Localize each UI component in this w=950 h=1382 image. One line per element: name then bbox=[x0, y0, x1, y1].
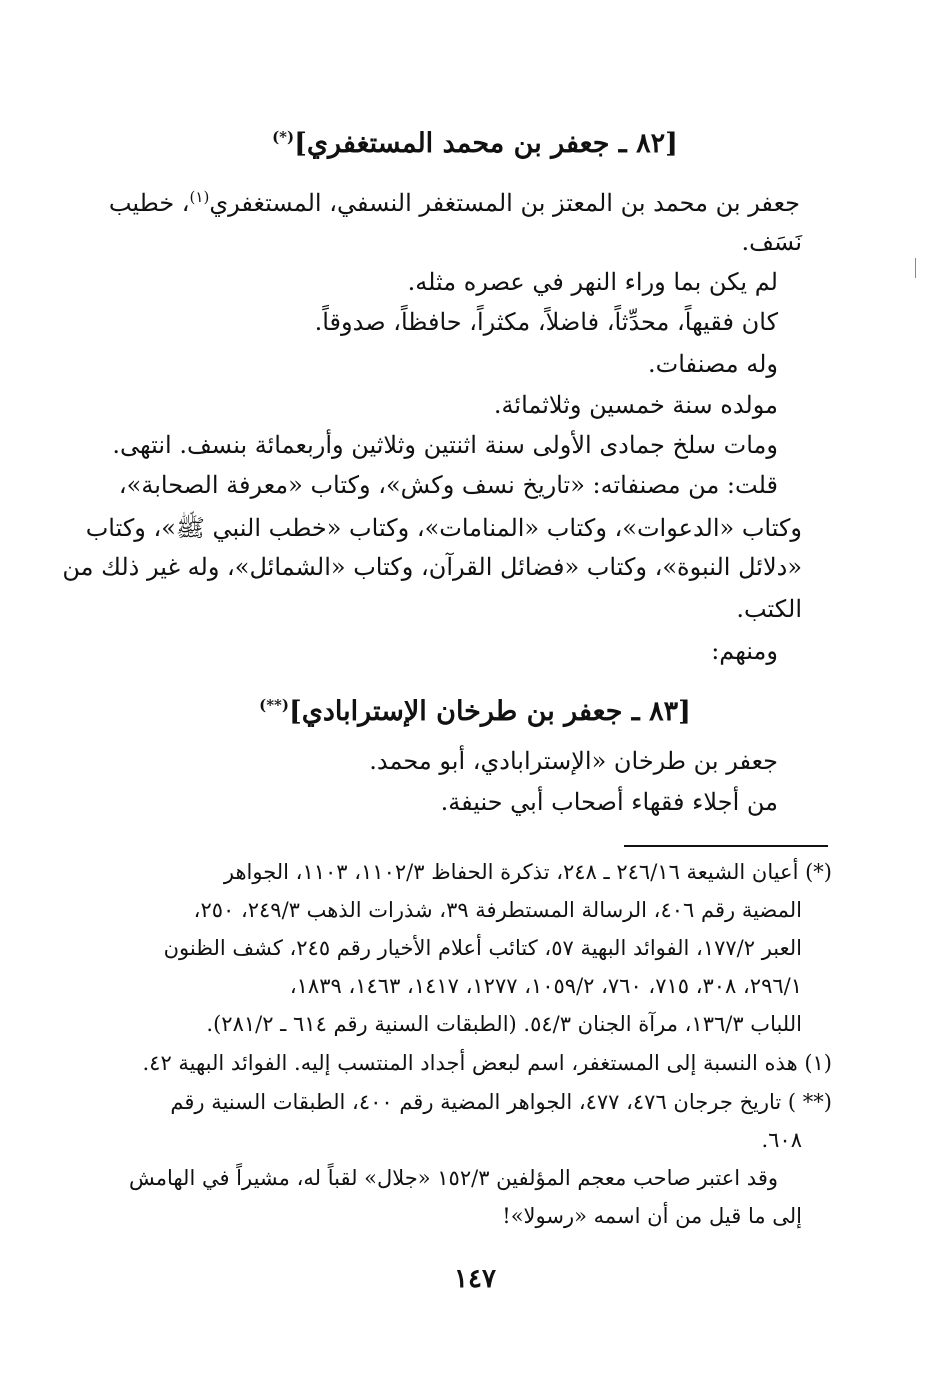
entry-82-line-8: قلت: من مصنفاته: «تاريخ نسف وكش»، وكتاب «معرفة الصحابة»، bbox=[118, 471, 778, 499]
entry-82-line-1-end: ، خطيب bbox=[108, 189, 190, 217]
footnote-line-9: وقد اعتبر صاحب معجم المؤلفين ١٥٢/٣ «جلال» لقباً له، مشيراً في الهامش bbox=[128, 1166, 778, 1190]
entry-82-line-1 bbox=[110, 188, 800, 217]
entry-83-heading bbox=[0, 696, 950, 727]
entry-83-heading-mark: (**) bbox=[259, 696, 289, 714]
footnote-line-4: ٢٩٦/١، ٣٠٨، ٧١٥، ٧٦٠، ١٠٥٩/٢، ١٢٧٧، ١٤١٧، ١٤٦٣، ١٨٣٩، bbox=[289, 974, 802, 998]
entry-82-heading bbox=[0, 128, 950, 159]
entry-82-heading-mark: (*) bbox=[272, 128, 295, 146]
entry-82-line-5: وله مصنفات. bbox=[648, 350, 778, 378]
footnote-line-1: (*) أعيان الشيعة ٢٤٦/١٦ ـ ٢٤٨، تذكرة الحفاظ ١١٠٢/٣، ١١٠٣، الجواهر bbox=[223, 860, 832, 884]
footnote-line-6: (١) هذه النسبة إلى المستغفر، اسم لبعض أجداد المنتسب إليه. الفوائد البهية ٤٢. bbox=[142, 1051, 832, 1075]
margin-mark bbox=[915, 258, 918, 278]
entry-82-line-4: كان فقيهاً، محدِّثاً، فاضلاً، مكثراً، حافظاً، صدوقاً. bbox=[314, 308, 778, 336]
footnote-line-8: ٦٠٨. bbox=[761, 1128, 802, 1152]
footnote-ref-1: (١) bbox=[189, 188, 210, 206]
entry-82-line-9: وكتاب «الدعوات»، وكتاب «المنامات»، وكتاب «خطب النبي ﷺ»، وكتاب bbox=[85, 514, 802, 542]
entry-82-line-12: ومنهم: bbox=[711, 637, 778, 665]
entry-82-line-11: الكتب. bbox=[736, 595, 802, 623]
entry-83-line-2: من أجلاء فقهاء أصحاب أبي حنيفة. bbox=[440, 788, 778, 816]
entry-82-line-6: مولده سنة خمسين وثلاثمائة. bbox=[493, 391, 778, 419]
entry-83-line-1: جعفر بن طرخان «الإسترابادي، أبو محمد. bbox=[369, 747, 778, 775]
page-number: ١٤٧ bbox=[454, 1264, 496, 1294]
entry-82-line-7: ومات سلخ جمادى الأولى سنة اثنتين وثلاثين وأربعمائة بنسف. انتهى. bbox=[112, 431, 778, 459]
entry-82-heading-text: [٨٢ ـ جعفر بن محمد المستغفري] bbox=[294, 128, 678, 159]
footnote-line-7: (** ) تاريخ جرجان ٤٧٦، ٤٧٧، الجواهر المضية رقم ٤٠٠، الطبقات السنية رقم bbox=[170, 1090, 832, 1114]
footnote-line-3: العبر ١٧٧/٢، الفوائد البهية ٥٧، كتائب أعلام الأخيار رقم ٢٤٥، كشف الظنون bbox=[163, 936, 802, 960]
footnote-line-5: اللباب ١٣٦/٣، مرآة الجنان ٥٤/٣. (الطبقات السنية رقم ٦١٤ ـ ٢٨١/٢). bbox=[206, 1012, 802, 1036]
entry-82-line-1-text: جعفر بن محمد بن المعتز بن المستغفر النسفي، المستغفري bbox=[209, 189, 800, 217]
entry-82-line-10: «دلائل النبوة»، وكتاب «فضائل القرآن، وكتاب «الشمائل»، وله غير ذلك من bbox=[62, 553, 802, 581]
footnote-divider bbox=[624, 845, 828, 847]
entry-82-line-3: لم يكن بما وراء النهر في عصره مثله. bbox=[407, 268, 778, 296]
footnote-line-2: المضية رقم ٤٠٦، الرسالة المستطرفة ٣٩، شذرات الذهب ٢٤٩/٣، ٢٥٠، bbox=[193, 898, 802, 922]
entry-82-line-2: نَسَف. bbox=[741, 228, 802, 256]
entry-83-heading-text: [٨٣ ـ جعفر بن طرخان الإسترابادي] bbox=[288, 696, 691, 727]
footnote-line-10: إلى ما قيل من أن اسمه «رسولا»! bbox=[502, 1204, 802, 1228]
